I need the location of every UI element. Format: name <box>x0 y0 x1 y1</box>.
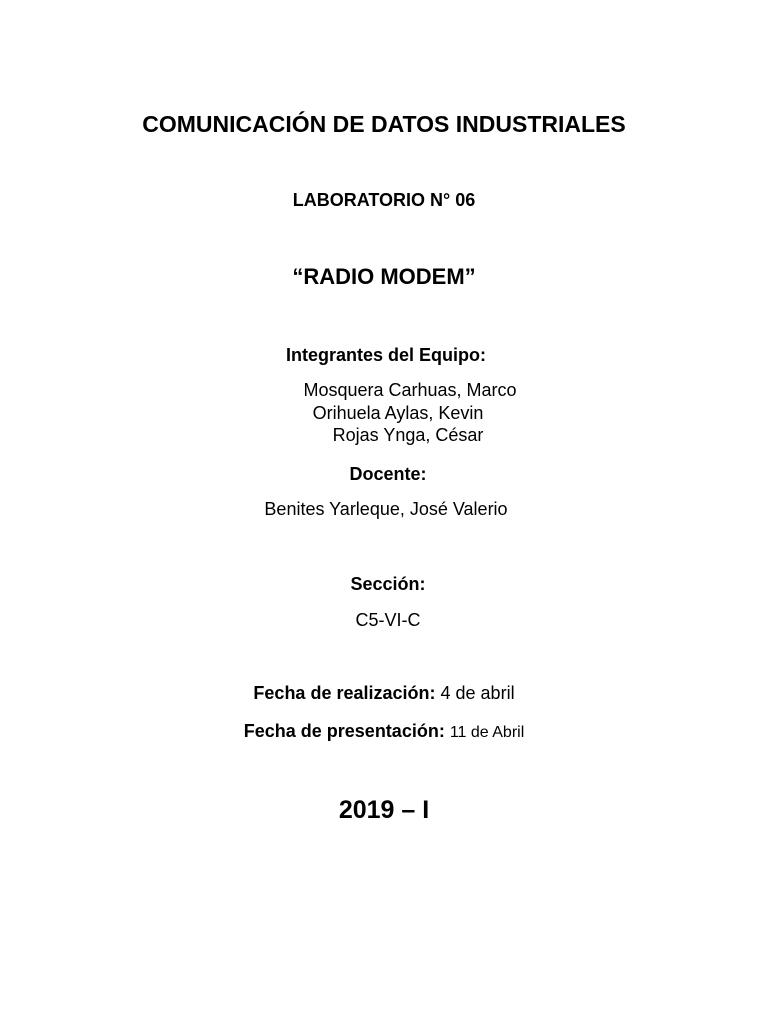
presentation-date-line <box>0 722 768 741</box>
lab-number: LABORATORIO N° 06 <box>292 190 476 210</box>
lab-subject: “RADIO MODEM” <box>292 264 476 289</box>
team-member: Rojas Ynga, César <box>332 425 484 445</box>
document-title: COMUNICACIÓN DE DATOS INDUSTRIALES <box>142 111 626 137</box>
academic-period: 2019 – I <box>338 796 430 824</box>
teacher-label: Docente: <box>349 464 427 484</box>
team-label: Integrantes del Equipo: <box>285 345 486 365</box>
team-member: Orihuela Aylas, Kevin <box>312 403 484 423</box>
presentation-date-value: 11 de Abril <box>449 724 525 741</box>
realization-date-value: 4 de abril <box>440 683 515 703</box>
section-label: Sección: <box>350 574 426 594</box>
team-member: Mosquera Carhuas, Marco <box>303 380 517 400</box>
realization-date-label: Fecha de realización: <box>253 683 436 703</box>
teacher-name: Benites Yarleque, José Valerio <box>264 499 508 519</box>
section-value: C5-VI-C <box>355 610 421 630</box>
presentation-date-label: Fecha de presentación: <box>243 721 445 741</box>
realization-date-line <box>0 684 768 702</box>
